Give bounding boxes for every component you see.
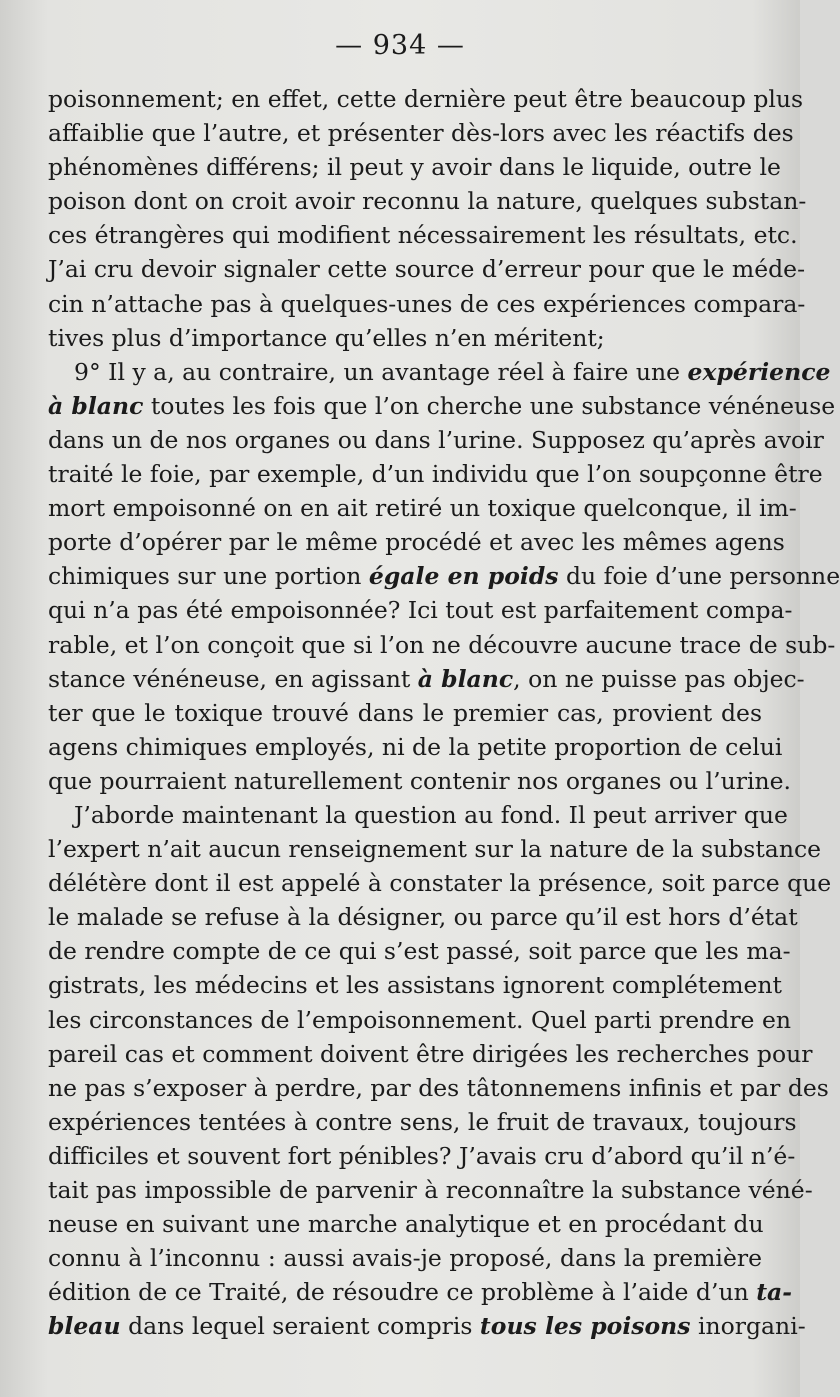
text-line [48,184,807,218]
text-segment: que pourraient naturellement contenir nos organes ou l’urine. [48,766,791,795]
text-line [48,934,791,968]
text-segment: neuse en suivant une marche analytique et en procédant du [48,1210,764,1239]
text-line [48,1309,806,1343]
body-text [48,82,840,1343]
text-line [48,866,832,900]
text-segment: édition de ce Traité, de résoudre ce problème à l’aide d’un [48,1278,757,1307]
text-segment: ter que le toxique trouvé dans le premier cas, provient des [48,698,762,727]
text-line [48,1139,796,1173]
text-line [48,355,831,389]
text-segment: poisonnement; en effet, cette dernière peut être beaucoup plus [48,85,804,113]
text-segment: expériences tentées à contre sens, le fruit de travaux, toujours [48,1107,797,1136]
italic-phrase: à blanc [417,664,514,693]
text-line [48,287,806,321]
text-segment: mort empoisonné on en ait retiré un toxique quelconque, il im- [48,494,797,523]
text-segment: difficiles et souvent fort pénibles? J’avais cru d’abord qu’il n’é- [48,1141,796,1170]
text-line [48,1105,797,1139]
text-line [48,116,794,150]
text-segment: 9° Il y a, au contraire, un avantage réel à faire une [74,357,688,386]
text-segment: du foie d’une personne [558,562,840,591]
text-line [48,150,781,184]
text-segment: inorgani- [690,1312,806,1341]
text-segment: rable, et l’on conçoit que si l’on ne découvre aucune trace de sub- [48,630,836,659]
page-number: — 934 — [335,30,465,61]
text-segment: qui n’a pas été empoisonnée? Ici tout est parfaitement compa- [48,596,793,625]
text-segment: J’aborde maintenant la question au fond. Il peut arriver que [74,800,788,829]
text-line [48,1241,762,1275]
italic-phrase: expérience [687,357,831,386]
text-line [48,1037,813,1071]
text-segment: toutes les fois que l’on cherche une substance vénéneuse [143,391,836,420]
text-line [48,1275,793,1309]
text-segment: affaiblie que l’autre, et présenter dès-lors avec les réactifs des [48,119,794,148]
text-line [48,389,836,423]
text-segment: l’expert n’ait aucun renseignement sur la nature de la substance [48,835,822,864]
text-segment: ces étrangères qui modifient nécessairement les résultats, etc. [48,221,798,250]
text-segment: chimiques sur une portion [48,562,369,591]
text-segment: agens chimiques employés, ni de la petite proportion de celui [48,732,783,761]
text-segment: stance vénéneuse, en agissant [48,664,418,693]
text-segment: ne pas s’exposer à perdre, par des tâtonnemens infinis et par des [48,1073,829,1102]
text-line [48,457,823,491]
text-line [48,252,806,286]
text-line [48,968,782,1002]
text-segment: , on ne puisse pas objec- [513,664,805,693]
text-line [48,1003,791,1037]
text-segment: délétère dont il est appelé à constater la présence, soit parce que [48,869,832,898]
text-line [48,696,762,730]
italic-phrase: ta- [756,1278,793,1307]
text-line [48,798,788,832]
text-segment: tives plus d’importance qu’elles n’en méritent; [48,323,605,352]
text-segment: porte d’opérer par le même procédé et avec les mêmes agens [48,528,785,557]
text-segment: les circonstances de l’empoisonnement. Quel parti prendre en [48,1005,791,1034]
text-line [48,1207,762,1241]
text-line [48,525,785,559]
text-line [48,1071,829,1105]
italic-phrase: égale en poids [368,562,559,591]
text-line [48,832,822,866]
italic-phrase: à blanc [48,391,144,420]
text-line [48,900,798,934]
text-line [48,628,836,662]
text-segment: traité le foie, par exemple, d’un individu que l’on soupçonne être [48,460,823,489]
text-line [48,1173,813,1207]
text-segment: gistrats, les médecins et les assistans ignorent complétement [48,971,782,1000]
text-line [48,764,791,798]
italic-phrase: bleau [48,1312,121,1341]
text-segment: dans un de nos organes ou dans l’urine. Supposez qu’après avoir [48,425,824,454]
text-segment: J’ai cru devoir signaler cette source d’erreur pour que le méde- [48,255,806,284]
text-line [48,218,798,252]
text-line [48,593,793,627]
text-segment: de rendre compte de ce qui s’est passé, soit parce que les ma- [48,937,791,966]
text-line [48,82,804,116]
text-segment: tait pas impossible de parvenir à reconnaître la substance véné- [48,1176,813,1204]
text-line [48,559,840,593]
text-segment: connu à l’inconnu : aussi avais-je proposé, dans la première [48,1244,762,1273]
text-segment: le malade se refuse à la désigner, ou parce qu’il est hors d’état [48,903,798,932]
text-segment: dans lequel seraient compris [120,1312,480,1341]
text-segment: cin n’attache pas à quelques-unes de ces expériences compara- [48,289,806,318]
text-line [48,730,783,764]
text-segment: phénomènes différens; il peut y avoir dans le liquide, outre le [48,153,781,182]
italic-phrase: tous les poisons [479,1312,691,1341]
text-segment: pareil cas et comment doivent être dirigées les recherches pour [48,1039,813,1068]
text-line [48,321,762,355]
text-line [48,491,797,525]
text-line [48,423,824,457]
text-segment: poison dont on croit avoir reconnu la nature, quelques substan- [48,187,807,216]
text-line [48,662,805,696]
